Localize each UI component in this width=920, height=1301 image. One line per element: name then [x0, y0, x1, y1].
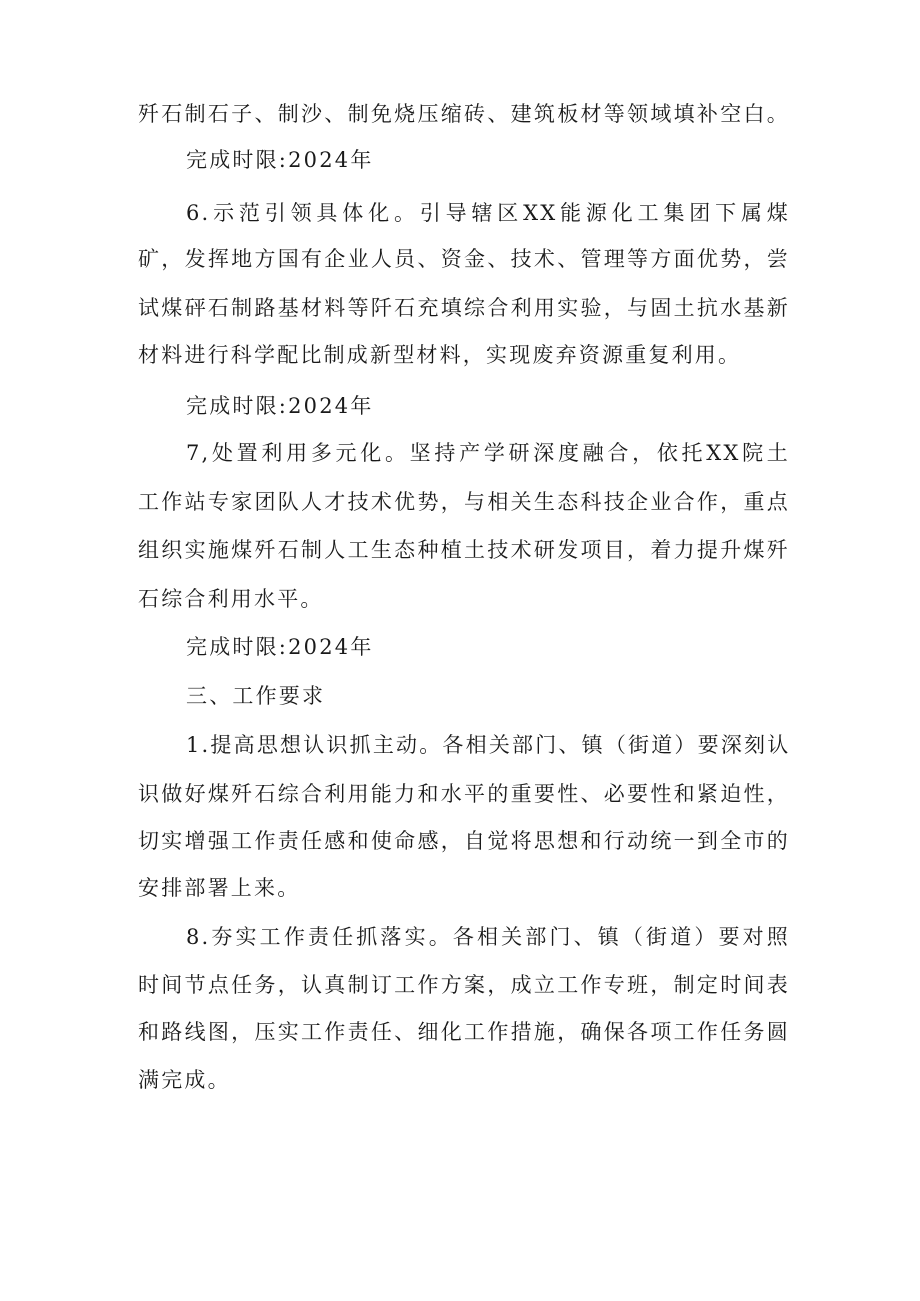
text-line: 工作站专家团队人才技术优势，与相关生态科技企业合作，重点 — [138, 490, 790, 514]
text-line: 材料进行科学配比制成新型材料，实现废弃资源重复利用。 — [138, 343, 742, 367]
item-heading-line: 1.提高思想认识抓主动。各相关部门、镇（街道）要深刻认 — [186, 733, 791, 757]
item-heading-line: 6.示范引领具体化。引导辖区XX能源化工集团下属煤 — [186, 201, 790, 225]
section-heading: 三、工作要求 — [186, 684, 326, 708]
text-line: 时间节点任务，认真制订工作方案，成立工作专班，制定时间表 — [138, 973, 790, 997]
text-line: 矿，发挥地方国有企业人员、资金、技术、管理等方面优势，尝 — [138, 247, 790, 271]
item-heading-line: 7,处置利用多元化。坚持产学研深度融合，依托XX院土 — [186, 441, 790, 465]
deadline-line: 完成时限:2024年 — [186, 635, 374, 659]
item-heading-line: 8.夯实工作责任抓落实。各相关部门、镇（街道）要对照 — [186, 925, 790, 949]
text-line: 组织实施煤歼石制人工生态种植土技术研发项目，着力提升煤歼 — [138, 538, 790, 562]
deadline-line: 完成时限:2024年 — [186, 394, 374, 418]
text-line: 试煤砰石制路基材料等阡石充填综合利用实验，与固土抗水基新 — [138, 296, 790, 320]
text-line: 歼石制石子、制沙、制免烧压缩砖、建筑板材等领域填补空白。 — [138, 102, 790, 126]
deadline-line: 完成时限:2024年 — [186, 148, 374, 172]
text-line: 切实增强工作责任感和使命感，自觉将思想和行动统一到全市的 — [138, 829, 790, 853]
text-line: 石综合利用水平。 — [138, 587, 324, 611]
text-line: 和路线图，压实工作责任、细化工作措施，确保各项工作任务圆 — [138, 1020, 790, 1044]
text-line: 识做好煤歼石综合利用能力和水平的重要性、必要性和紧迫性， — [138, 782, 790, 806]
text-line: 满完成。 — [138, 1068, 231, 1092]
text-line: 安排部署上来。 — [138, 876, 301, 900]
